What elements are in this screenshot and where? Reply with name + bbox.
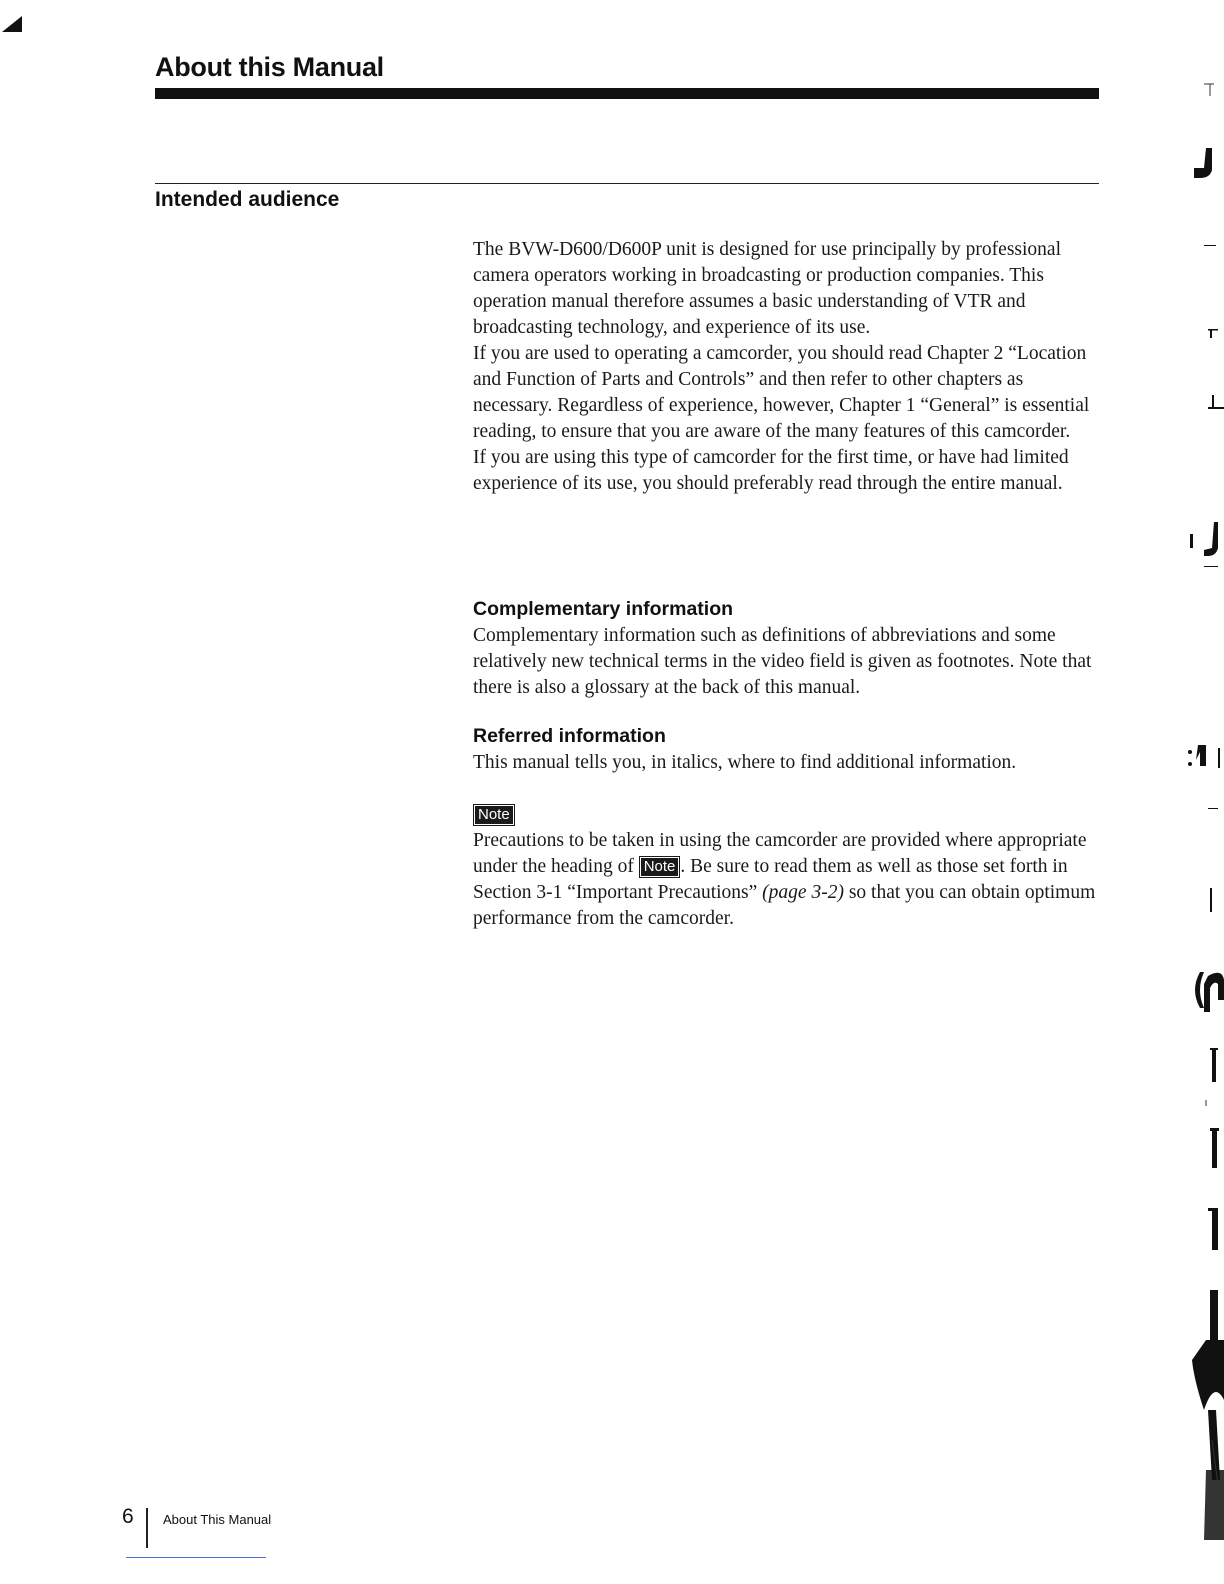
note-block xyxy=(473,804,1098,932)
title-rule xyxy=(155,88,1099,99)
complementary-information-block xyxy=(473,598,1098,701)
footer-underline xyxy=(126,1557,266,1558)
sub-heading-referred-information: Referred information xyxy=(473,725,666,747)
paragraph: If you are using this type of camcorder for the first time, or have had limited experience of its use, you should preferably read through the entire manual. xyxy=(473,447,1069,494)
note-text xyxy=(473,828,1098,932)
binding-edge-artifacts xyxy=(1134,0,1224,1584)
section-rule xyxy=(155,183,1099,184)
page-reference: (page 3-2) xyxy=(762,882,844,903)
note-badge: Note xyxy=(473,804,515,826)
page-number: 6 xyxy=(122,1505,134,1528)
sub-heading-complementary-information: Complementary information xyxy=(473,598,734,620)
note-text-before: Precautions to be taken in using the camcorder are provided where appropriate under the heading of xyxy=(473,830,1087,877)
note-badge-inline: Note xyxy=(639,856,681,878)
section-heading-intended-audience: Intended audience xyxy=(155,188,340,211)
intended-audience-body xyxy=(473,237,1098,497)
referred-information-block xyxy=(473,725,1098,776)
page-title: About this Manual xyxy=(155,52,384,82)
referred-text: This manual tells you, in italics, where to find additional information. xyxy=(473,752,1017,773)
paragraph: The BVW-D600/D600P unit is designed for use principally by professional camera operators working in broadcasting or production companies. This operation manual therefore assumes a basic understanding of VTR and broadcasting technology, and experience of its use. xyxy=(473,239,1061,338)
complementary-text: Complementary information such as definitions of abbreviations and some relatively new technical terms in the video field is given as footnotes. Note that there is also a glossary at the back of this manual. xyxy=(473,625,1092,698)
footer-label: About This Manual xyxy=(163,1512,272,1527)
paragraph: If you are used to operating a camcorder, you should read Chapter 2 “Location and Function of Parts and Controls” and then refer to other chapters as necessary. Regardless of experience, however, Chapter 1 “General” is essential reading, to ensure that you are aware of the many features of this camcorder. xyxy=(473,343,1090,442)
footer-divider xyxy=(146,1508,148,1548)
corner-scan-mark xyxy=(0,14,24,34)
note-text-middle: . Be sure to read them as well as those set forth in Section 3-1 “Important Precautions” xyxy=(473,856,1068,903)
note-text-after: so that you can obtain optimum performance from the camcorder. xyxy=(473,882,1096,929)
